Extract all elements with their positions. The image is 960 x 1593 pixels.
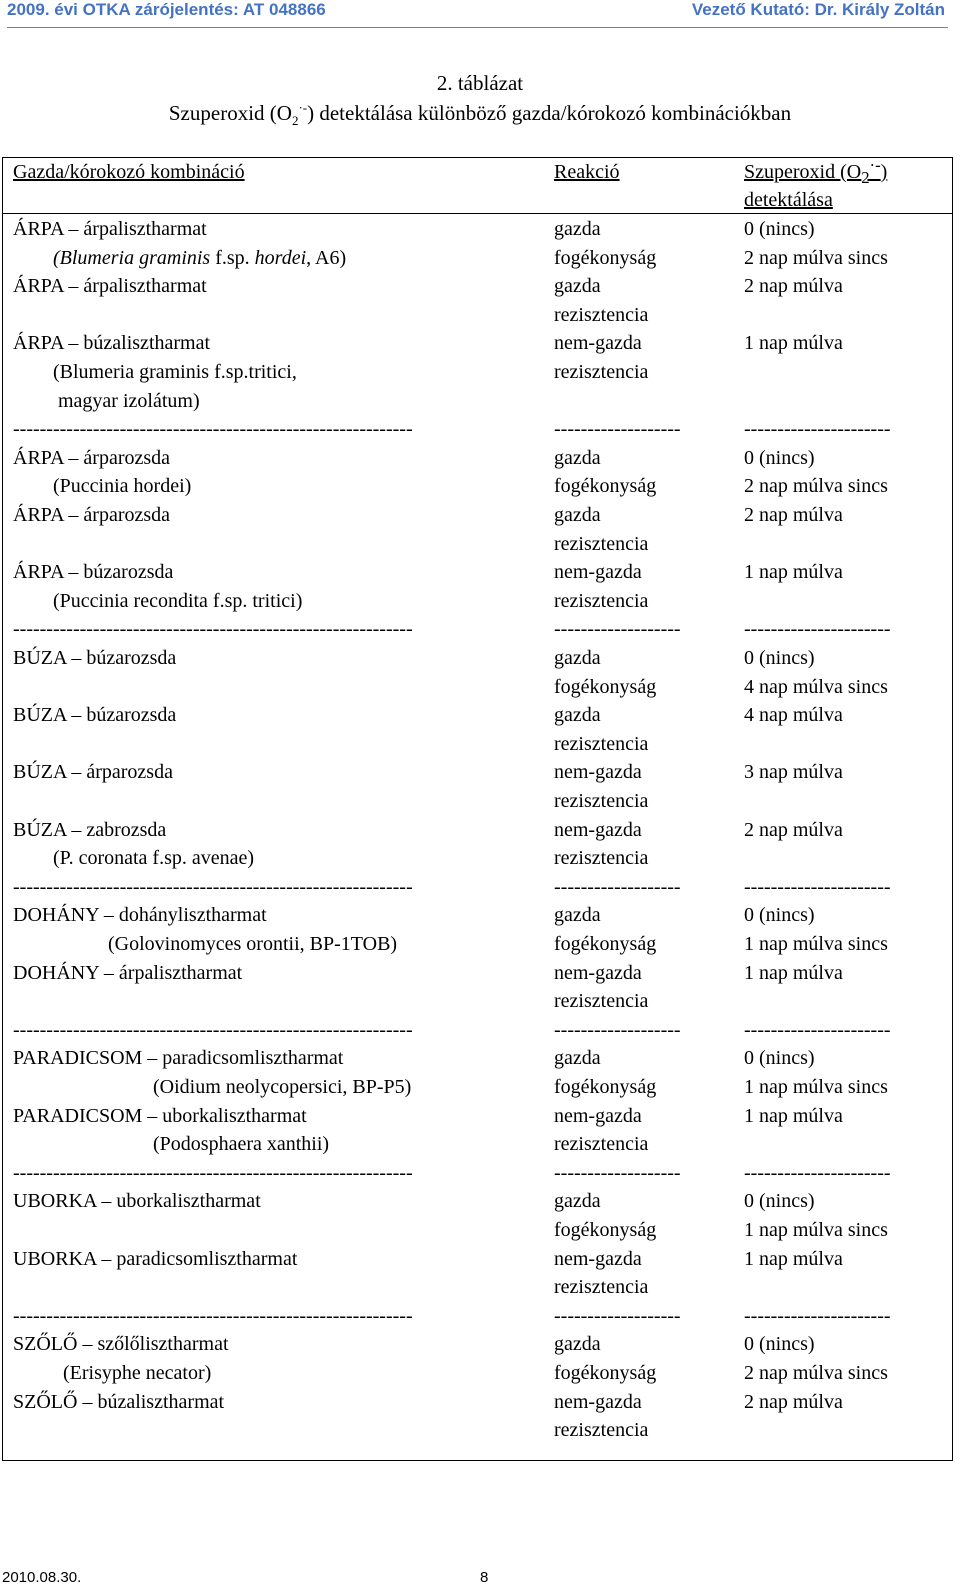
header-col-superoxide-line2: detektálása bbox=[744, 189, 833, 211]
cell-superoxide: 2 nap múlva bbox=[744, 504, 843, 526]
header-col-reaction: Reakció bbox=[554, 161, 620, 183]
cell-superoxide: 0 (nincs) bbox=[744, 446, 815, 469]
table-header-row bbox=[3, 155, 952, 213]
cell-reaction: gazda bbox=[554, 275, 601, 298]
cell-reaction: rezisztencia bbox=[554, 790, 649, 812]
cell-reaction: nem-gazda bbox=[554, 961, 642, 984]
header-divider bbox=[7, 27, 948, 28]
cell-combination: PARADICSOM – paradicsomlisztharmat bbox=[13, 1047, 344, 1070]
cell-combination: (Blumeria graminis f.sp. hordei, A6) bbox=[13, 246, 347, 269]
cell-combination: PARADICSOM – uborkalisztharmat bbox=[13, 1104, 307, 1127]
cell-superoxide: 1 nap múlva sincs bbox=[744, 933, 888, 955]
cell-superoxide: 1 nap múlva sincs bbox=[744, 1219, 888, 1241]
header-col-superoxide: Szuperoxid $(O_2^{\cdot-})$ bbox=[744, 155, 888, 187]
cell-reaction: rezisztencia bbox=[554, 847, 649, 870]
cell-reaction: rezisztencia bbox=[554, 1133, 649, 1156]
cell-superoxide: ---------------------- bbox=[744, 1161, 891, 1184]
title-sub: 2 bbox=[291, 113, 299, 129]
cell-combination: ------------------------------------------------------------ bbox=[13, 418, 413, 441]
title-text-b: ) detektálása különböző gazda/kórokozó kombinációkban bbox=[307, 101, 792, 125]
cell-superoxide: ---------------------- bbox=[744, 875, 891, 898]
cell-reaction: fogékonyság bbox=[554, 675, 657, 698]
cell-reaction: nem-gazda bbox=[554, 1247, 642, 1270]
cell-reaction: rezisztencia bbox=[554, 1276, 649, 1299]
title-text-a: Szuperoxid (O bbox=[168, 101, 292, 125]
cell-reaction: fogékonyság bbox=[554, 246, 657, 269]
cell-reaction: rezisztencia bbox=[554, 303, 649, 326]
cell-superoxide: ---------------------- bbox=[744, 618, 891, 641]
cell-combination: ------------------------------------------------------------ bbox=[13, 1304, 413, 1327]
cell-reaction: nem-gazda bbox=[554, 761, 642, 784]
cell-superoxide: 2 nap múlva bbox=[744, 275, 843, 298]
cell-combination: ------------------------------------------------------------ bbox=[13, 1161, 413, 1184]
cell-combination: (Podosphaera xanthii) bbox=[13, 1133, 330, 1156]
cell-reaction: ------------------- bbox=[554, 418, 681, 441]
cell-reaction: fogékonyság bbox=[554, 1362, 657, 1384]
cell-combination: BÚZA – árparozsda bbox=[13, 761, 173, 784]
cell-reaction: ------------------- bbox=[554, 875, 681, 898]
cell-reaction: gazda bbox=[554, 647, 601, 669]
cell-superoxide: 3 nap múlva bbox=[744, 761, 843, 784]
cell-reaction: ------------------- bbox=[554, 1018, 681, 1041]
page-footer bbox=[2, 1569, 489, 1586]
cell-combination: ÁRPA – búzarozsda bbox=[13, 561, 174, 584]
cell-reaction: fogékonyság bbox=[554, 933, 657, 955]
cell-reaction: gazda bbox=[554, 1333, 601, 1356]
table-title bbox=[0, 68, 960, 128]
footer-date: 2010.08.30. bbox=[2, 1569, 82, 1586]
cell-reaction: rezisztencia bbox=[554, 990, 649, 1013]
cell-combination: (Puccinia hordei) bbox=[13, 475, 192, 498]
cell-reaction: ------------------- bbox=[554, 1161, 681, 1184]
cell-combination: ------------------------------------------------------------ bbox=[13, 618, 413, 641]
cell-reaction: rezisztencia bbox=[554, 361, 649, 383]
cell-combination: DOHÁNY – dohánylisztharmat bbox=[13, 904, 267, 927]
cell-combination: DOHÁNY – árpalisztharmat bbox=[13, 961, 243, 984]
cell-reaction: ------------------- bbox=[554, 618, 681, 641]
cell-superoxide: 0 (nincs) bbox=[744, 1047, 815, 1070]
results-table bbox=[2, 157, 953, 1461]
cell-superoxide: 1 nap múlva bbox=[744, 561, 843, 584]
cell-reaction: nem-gazda bbox=[554, 1104, 642, 1127]
cell-combination: magyar izolátum) bbox=[13, 389, 200, 412]
title-sup: ·- bbox=[298, 100, 308, 115]
cell-reaction: nem-gazda bbox=[554, 1390, 642, 1413]
cell-reaction: gazda bbox=[554, 904, 601, 927]
cell-superoxide: 1 nap múlva bbox=[744, 961, 843, 984]
cell-superoxide: 1 nap múlva sincs bbox=[744, 1076, 888, 1098]
cell-reaction: gazda bbox=[554, 1047, 601, 1070]
cell-combination: ÁRPA – árpalisztharmat bbox=[13, 218, 207, 240]
cell-reaction: rezisztencia bbox=[554, 589, 649, 612]
cell-combination: UBORKA – uborkalisztharmat bbox=[13, 1190, 261, 1213]
header-left: 2009. évi OTKA zárójelentés: AT 048866 bbox=[7, 0, 326, 19]
page-number: 8 bbox=[480, 1569, 489, 1586]
cell-superoxide: 0 (nincs) bbox=[744, 1333, 815, 1356]
cell-superoxide: 4 nap múlva sincs bbox=[744, 675, 888, 698]
cell-combination: ------------------------------------------------------------ bbox=[13, 1018, 413, 1041]
cell-superoxide: ---------------------- bbox=[744, 1018, 891, 1041]
cell-combination: BÚZA – búzarozsda bbox=[13, 704, 177, 727]
cell-combination: BÚZA – zabrozsda bbox=[13, 818, 167, 841]
cell-superoxide: 2 nap múlva bbox=[744, 818, 843, 841]
cell-superoxide: 0 (nincs) bbox=[744, 904, 815, 927]
cell-superoxide: ---------------------- bbox=[744, 1304, 891, 1327]
cell-combination: ÁRPA – búzalisztharmat bbox=[13, 332, 211, 355]
cell-combination: (Golovinomyces orontii, BP-1TOB) bbox=[13, 933, 398, 955]
cell-reaction: rezisztencia bbox=[554, 732, 649, 755]
cell-reaction: gazda bbox=[554, 446, 601, 469]
cell-superoxide: 0 (nincs) bbox=[744, 1190, 815, 1213]
header-col-combination: Gazda/kórokozó kombináció bbox=[13, 161, 245, 183]
cell-superoxide: 2 nap múlva sincs bbox=[744, 246, 888, 269]
cell-superoxide: 0 (nincs) bbox=[744, 647, 815, 669]
cell-superoxide: 1 nap múlva bbox=[744, 1247, 843, 1270]
cell-combination: (Puccinia recondita f.sp. tritici) bbox=[13, 589, 303, 612]
header-right: Vezető Kutató: Dr. Király Zoltán bbox=[691, 0, 945, 19]
cell-reaction: ------------------- bbox=[554, 1304, 681, 1327]
cell-combination: ÁRPA – árparozsda bbox=[13, 446, 171, 469]
cell-combination: (Oidium neolycopersici, BP-P5) bbox=[13, 1076, 412, 1098]
cell-superoxide: 0 (nincs) bbox=[744, 218, 815, 240]
cell-combination: UBORKA – paradicsomlisztharmat bbox=[13, 1247, 298, 1270]
cell-reaction: nem-gazda bbox=[554, 561, 642, 584]
cell-combination: ÁRPA – árparozsda bbox=[13, 504, 171, 526]
cell-superoxide: 2 nap múlva sincs bbox=[744, 1362, 888, 1384]
page-header bbox=[0, 0, 960, 24]
cell-reaction: gazda bbox=[554, 218, 601, 240]
cell-reaction: nem-gazda bbox=[554, 332, 642, 355]
cell-superoxide: 2 nap múlva bbox=[744, 1390, 843, 1413]
cell-superoxide: 1 nap múlva bbox=[744, 332, 843, 355]
cell-superoxide: 1 nap múlva bbox=[744, 1104, 843, 1127]
cell-combination: (Erisyphe necator) bbox=[13, 1362, 212, 1384]
cell-reaction: fogékonyság bbox=[554, 1219, 657, 1241]
header-border bbox=[3, 213, 952, 214]
cell-superoxide: 4 nap múlva bbox=[744, 704, 843, 727]
cell-reaction: nem-gazda bbox=[554, 818, 642, 841]
title-line-2 bbox=[0, 98, 960, 128]
cell-superoxide: 2 nap múlva sincs bbox=[744, 475, 888, 498]
cell-reaction: rezisztencia bbox=[554, 532, 649, 555]
cell-superoxide: ---------------------- bbox=[744, 418, 891, 441]
cell-combination: ÁRPA – árpalisztharmat bbox=[13, 275, 207, 298]
cell-combination: (P. coronata f.sp. avenae) bbox=[13, 847, 255, 870]
cell-reaction: gazda bbox=[554, 504, 601, 526]
cell-reaction: gazda bbox=[554, 1190, 601, 1213]
cell-reaction: rezisztencia bbox=[554, 1419, 649, 1442]
cell-combination: SZŐLŐ – búzalisztharmat bbox=[13, 1390, 225, 1413]
cell-reaction: gazda bbox=[554, 704, 601, 727]
title-line-1: 2. táblázat bbox=[436, 71, 524, 95]
cell-combination: (Blumeria graminis f.sp.tritici, bbox=[13, 361, 297, 383]
cell-combination: ------------------------------------------------------------ bbox=[13, 875, 413, 898]
cell-reaction: fogékonyság bbox=[554, 475, 657, 498]
cell-reaction: fogékonyság bbox=[554, 1076, 657, 1098]
cell-combination: BÚZA – búzarozsda bbox=[13, 647, 177, 669]
cell-combination: SZŐLŐ – szőlőlisztharmat bbox=[13, 1333, 229, 1356]
